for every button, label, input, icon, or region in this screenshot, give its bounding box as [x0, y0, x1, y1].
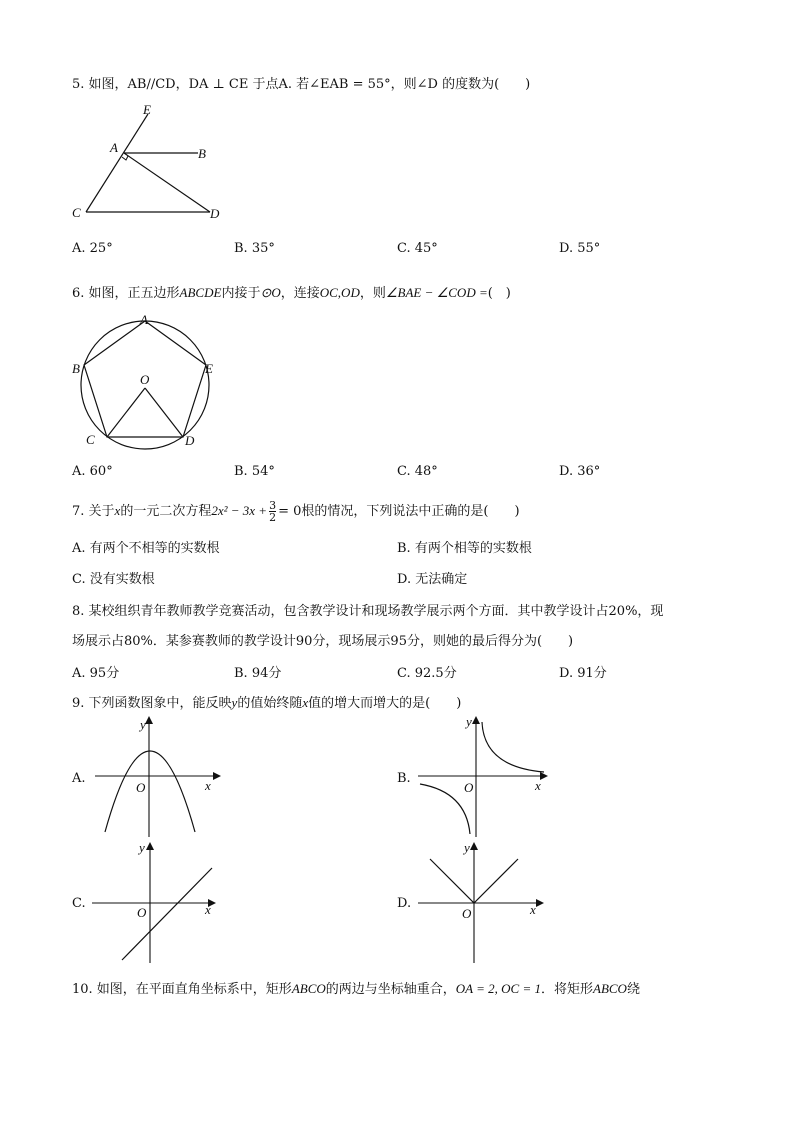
q6-figure	[68, 310, 228, 460]
q8-option-b: B. 94分	[234, 666, 282, 681]
q5-option-d: D. 55°	[559, 241, 601, 256]
q9-option-a-letter: A.	[72, 771, 86, 786]
label-d: D	[210, 206, 220, 221]
q6-option-d: D. 36°	[559, 464, 601, 479]
x-axis-arrow	[540, 772, 548, 780]
x-label: x	[535, 778, 541, 793]
q8-option-a: A. 95分	[72, 666, 120, 681]
q8-stem-line2: 场展示占80%．某参赛教师的教学设计90分，现场展示95分，则她的最后得分为( )	[72, 634, 574, 649]
y-axis-arrow	[145, 716, 153, 724]
q8-option-c: C. 92.5分	[397, 666, 457, 681]
x-label: x	[530, 902, 536, 917]
x-axis-arrow	[213, 772, 221, 780]
hyperbola-left-branch	[420, 784, 470, 834]
q5-stem: 5. 如图，AB//CD，DA ⊥ CE 于点A. 若∠EAB = 55°，则∠D 的度数为( )	[72, 77, 531, 92]
q10-stem: 10. 如图，在平面直角坐标系中，矩形ABCO的两边与坐标轴重合，OA = 2, OC = 1．将矩形ABCO绕	[72, 981, 640, 997]
line-ad	[124, 153, 210, 212]
label-b: B	[72, 361, 80, 376]
q8-stem-line1: 8. 某校组织青年教师教学竞赛活动，包含教学设计和现场教学展示两个方面．其中教学设计占20%，现	[72, 604, 664, 619]
q6-option-c: C. 48°	[397, 464, 438, 479]
q8-option-d: D. 91分	[559, 666, 607, 681]
y-axis-arrow	[470, 842, 478, 850]
y-axis-arrow	[146, 842, 154, 850]
label-d: D	[185, 433, 195, 448]
label-o: O	[140, 372, 150, 387]
x-label: x	[205, 778, 211, 793]
fraction-three-halves: $\frac{3}{2}$	[269, 499, 277, 524]
q5-figure	[60, 100, 240, 225]
label-e: E	[205, 361, 213, 376]
q6-option-a: A. 60°	[72, 464, 113, 479]
label-c: C	[72, 205, 81, 220]
equation-left: 2x² − 3x +	[211, 503, 268, 518]
parabola-curve	[105, 751, 195, 832]
x-axis-arrow	[536, 899, 544, 907]
label-b: B	[198, 146, 206, 161]
segment-oc	[107, 388, 145, 437]
q5-option-b: B. 35°	[234, 241, 275, 256]
origin-label: O	[462, 906, 472, 921]
q9-option-d-letter: D.	[397, 896, 412, 911]
q7-option-a: A. 有两个不相等的实数根	[72, 541, 220, 556]
y-label: y	[464, 840, 470, 855]
q5-option-a: A. 25°	[72, 241, 113, 256]
q7-option-c: C. 没有实数根	[72, 572, 155, 587]
q9-graph-c	[92, 838, 222, 963]
q9-graph-a	[95, 712, 225, 837]
q9-option-b-letter: B.	[397, 771, 411, 786]
label-e: E	[143, 102, 151, 117]
q9-graph-b	[418, 712, 553, 837]
origin-label: O	[137, 905, 147, 920]
increasing-line	[122, 868, 212, 960]
segment-od	[145, 388, 183, 437]
origin-label: O	[136, 780, 146, 795]
q7-option-d: D. 无法确定	[397, 572, 468, 587]
hyperbola-right-branch	[482, 722, 544, 772]
q9-option-c-letter: C.	[72, 896, 86, 911]
q9-stem: 9. 下列函数图象中，能反映y的值始终随x值的增大而增大的是( )	[72, 695, 462, 711]
y-label: y	[466, 714, 472, 729]
label-c: C	[86, 432, 95, 447]
origin-label: O	[464, 780, 474, 795]
q7-stem: 7. 关于x的一元二次方程2x² − 3x + $\frac{3}{2}$ = 0根的情况，下列说法中正确的是( )	[72, 499, 520, 524]
q6-option-b: B. 54°	[234, 464, 275, 479]
right-angle-mark	[122, 156, 128, 160]
y-label: y	[140, 717, 146, 732]
q6-stem: 6. 如图，正五边形ABCDE内接于⊙O，连接OC,OD，则∠BAE − ∠COD =( )	[72, 285, 511, 301]
y-axis-arrow	[472, 716, 480, 724]
label-a: A	[110, 140, 118, 155]
x-label: x	[205, 902, 211, 917]
q7-option-b: B. 有两个相等的实数根	[397, 541, 532, 556]
q5-option-c: C. 45°	[397, 241, 438, 256]
y-label: y	[139, 840, 145, 855]
q9-graph-d	[418, 838, 553, 963]
label-a: A	[140, 312, 148, 327]
